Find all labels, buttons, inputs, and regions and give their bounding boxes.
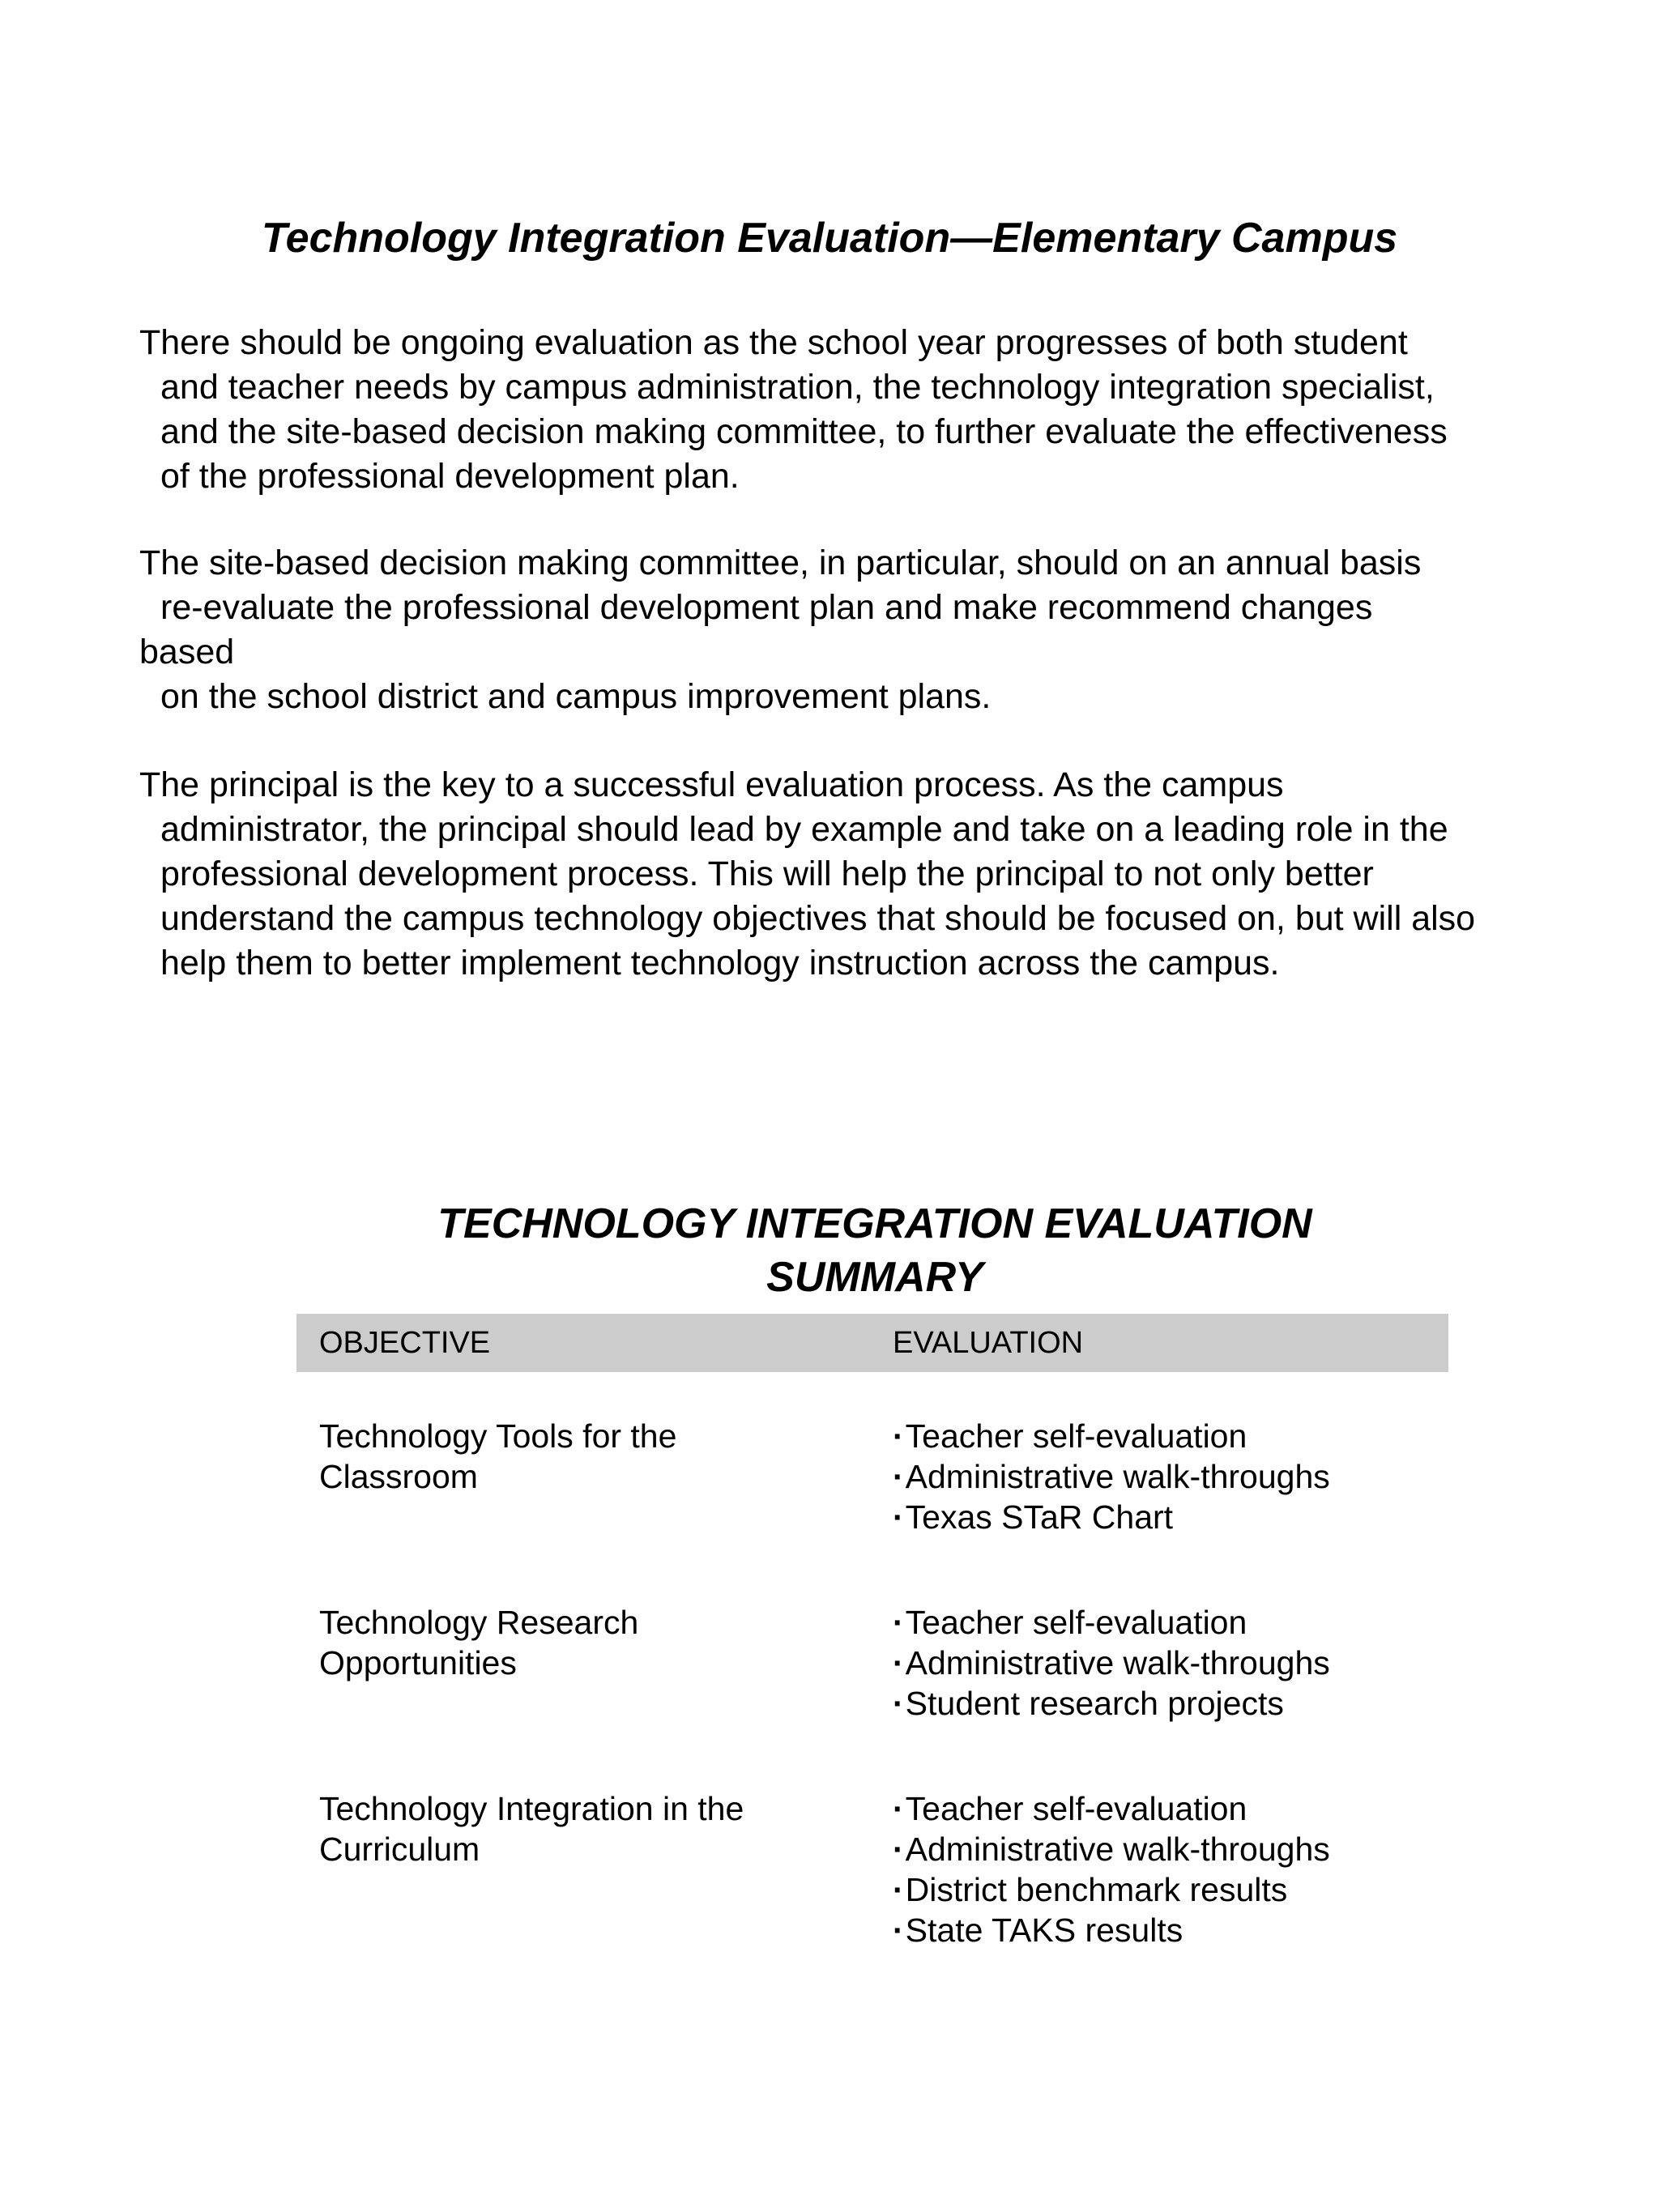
column-header-evaluation: EVALUATION [893,1326,1084,1360]
objective-cell [319,1602,638,1683]
summary-title-line: SUMMARY [766,1254,983,1301]
paragraph-line: based [139,633,235,671]
paragraph-line: understand the campus technology objectives that should be focused on, but will also [160,899,1476,938]
evaluation-item [893,1456,1330,1497]
evaluation-list [893,1788,1330,1950]
objective-line: Technology Tools for the [319,1417,677,1455]
paragraph-line: and the site-based decision making committee, to further evaluate the effectiveness [160,412,1448,451]
evaluation-text: Student research projects [905,1685,1284,1722]
evaluation-list [893,1602,1330,1724]
paragraph-principal [139,763,1475,986]
paragraph-line: The principal is the key to a successful evaluation process. As the campus [139,765,1284,804]
bullet-icon: · [893,1685,904,1722]
evaluation-list [893,1416,1330,1537]
objective-line: Classroom [319,1458,478,1495]
paragraph-line: The site-based decision making committee, in particular, should on an annual basis [139,543,1422,582]
evaluation-text: Teacher self-evaluation [905,1417,1247,1455]
objective-line: Technology Integration in the [319,1790,744,1827]
bullet-icon: · [893,1458,904,1495]
evaluation-item [893,1788,1330,1829]
evaluation-item [893,1869,1330,1910]
objective-line: Technology Research [319,1604,639,1641]
evaluation-item [893,1829,1330,1869]
evaluation-item [893,1497,1330,1537]
objective-line: Opportunities [319,1644,517,1681]
bullet-icon: · [893,1912,904,1949]
evaluation-text: Administrative walk-throughs [905,1831,1330,1868]
bullet-icon: · [893,1498,904,1536]
evaluation-item [893,1643,1330,1683]
paragraph-line: help them to better implement technology instruction across the campus. [160,944,1280,982]
paragraph-line: administrator, the principal should lead by example and take on a leading role in the [160,810,1448,849]
evaluation-text: Teacher self-evaluation [905,1790,1247,1827]
evaluation-text: Administrative walk-throughs [905,1644,1330,1681]
paragraph-line: There should be ongoing evaluation as the school year progresses of both student [139,323,1408,362]
summary-table-header [296,1314,1448,1372]
bullet-icon: · [893,1831,904,1868]
paragraph-ongoing-evaluation [139,321,1448,499]
evaluation-text: District benchmark results [905,1871,1288,1908]
paragraph-line: on the school district and campus improvement plans. [160,677,992,716]
summary-title [0,1197,1659,1304]
bullet-icon: · [893,1644,904,1681]
objective-cell [319,1788,744,1869]
paragraph-line: re-evaluate the professional development plan and make recommend changes [160,588,1373,627]
paragraph-line: of the professional development plan. [160,457,740,496]
bullet-icon: · [893,1790,904,1827]
evaluation-item [893,1910,1330,1950]
evaluation-item [893,1416,1330,1456]
evaluation-text: Texas STaR Chart [905,1498,1174,1536]
bullet-icon: · [893,1871,904,1908]
evaluation-text: Teacher self-evaluation [905,1604,1247,1641]
column-header-objective: OBJECTIVE [319,1326,491,1360]
evaluation-item [893,1683,1330,1724]
objective-line: Curriculum [319,1831,480,1868]
evaluation-text: Administrative walk-throughs [905,1458,1330,1495]
document-title: Technology Integration Evaluation—Elementary Campus [261,215,1398,262]
paragraph-line: professional development process. This will help the principal to not only better [160,855,1374,893]
paragraph-line: and teacher needs by campus administration, the technology integration specialist, [160,368,1435,407]
evaluation-item [893,1602,1330,1643]
objective-cell [319,1416,676,1497]
bullet-icon: · [893,1604,904,1641]
summary-title-line: TECHNOLOGY INTEGRATION EVALUATION [437,1200,1312,1247]
evaluation-text: State TAKS results [905,1912,1183,1949]
paragraph-committee [139,541,1421,719]
bullet-icon: · [893,1417,904,1455]
